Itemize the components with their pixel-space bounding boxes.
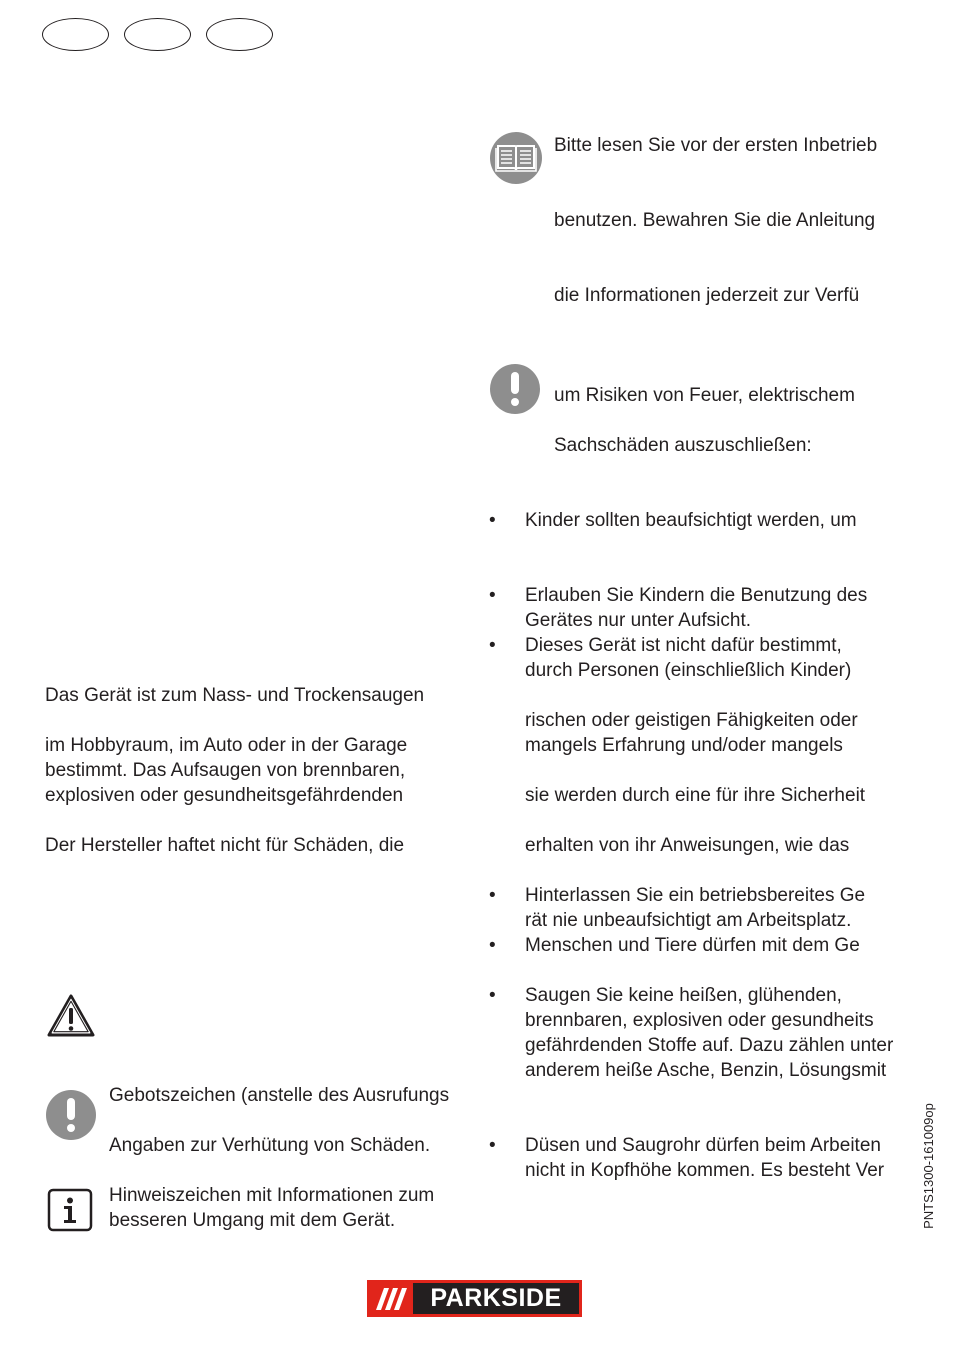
logo-stripes xyxy=(367,1280,413,1317)
mandatory-sign-line-1: Gebotszeichen (anstelle des Ausrufungs xyxy=(109,1085,450,1106)
continuation-line-2: mangels Erfahrung und/oder mangels xyxy=(525,735,843,756)
bullet-2-line-1: Erlauben Sie Kindern die Benutzung des xyxy=(525,585,868,606)
bullet-4-line-2: rät nie unbeaufsichtigt am Arbeitsplatz. xyxy=(525,910,852,931)
read-manual-book-icon xyxy=(490,132,542,184)
mandatory-exclamation-icon xyxy=(490,364,540,414)
bullet-7-line-2: nicht in Kopfhöhe kommen. Es besteht Ver xyxy=(525,1160,885,1181)
brand-name: PARKSIDE xyxy=(413,1283,579,1314)
bullet-6-line-1: Saugen Sie keine heißen, glühenden, xyxy=(525,985,842,1006)
info-icon xyxy=(47,1188,93,1232)
bullet-marker: • xyxy=(489,585,496,606)
language-oval-2 xyxy=(124,18,191,51)
bullet-marker: • xyxy=(489,1135,496,1156)
bullet-5-line-1: Menschen und Tiere dürfen mit dem Ge xyxy=(525,935,860,956)
language-oval-3 xyxy=(206,18,273,51)
bullet-7-line-1: Düsen und Saugrohr dürfen beim Arbeiten xyxy=(525,1135,881,1156)
warning-triangle-icon xyxy=(46,993,96,1039)
intended-use-line-4: explosiven oder gesundheitsgefährdenden xyxy=(45,785,404,806)
bullet-3-line-2: durch Personen (einschließlich Kinder) xyxy=(525,660,852,681)
bullet-marker: • xyxy=(489,510,496,531)
parkside-logo xyxy=(367,1280,582,1317)
intended-use-line-1: Das Gerät ist zum Nass- und Trockensaugen xyxy=(45,685,425,706)
document-code-text: PNTS1300-161009op xyxy=(921,1103,936,1229)
continuation-line-4: erhalten von ihr Anweisungen, wie das xyxy=(525,835,850,856)
bullet-6-line-4: anderem heiße Asche, Benzin, Lösungsmit xyxy=(525,1060,887,1081)
risk-intro-line-2: Sachschäden auszuschließen: xyxy=(554,435,812,456)
bullet-2-line-2: Gerätes nur unter Aufsicht. xyxy=(525,610,752,631)
info-sign-line-2: besseren Umgang mit dem Gerät. xyxy=(109,1210,396,1231)
bullet-3-line-1: Dieses Gerät ist nicht dafür bestimmt, xyxy=(525,635,842,656)
continuation-line-1: rischen oder geistigen Fähigkeiten oder xyxy=(525,710,858,731)
intended-use-line-3: bestimmt. Das Aufsaugen von brennbaren, xyxy=(45,760,406,781)
bullet-4-line-1: Hinterlassen Sie ein betriebsbereites Ge xyxy=(525,885,866,906)
bullet-marker: • xyxy=(489,985,496,1006)
bullet-marker: • xyxy=(489,885,496,906)
mandatory-sign-line-2: Angaben zur Verhütung von Schäden. xyxy=(109,1135,431,1156)
continuation-line-3: sie werden durch eine für ihre Sicherheit xyxy=(525,785,866,806)
document-code xyxy=(920,1098,938,1234)
bullet-marker: • xyxy=(489,935,496,956)
read-manual-line-2: benutzen. Bewahren Sie die Anleitung xyxy=(554,210,876,231)
mandatory-sign-exclamation-icon xyxy=(46,1090,96,1140)
bullet-marker: • xyxy=(489,635,496,656)
read-manual-line-1: Bitte lesen Sie vor der ersten Inbetrieb xyxy=(554,135,878,156)
intended-use-line-5: Der Hersteller haftet nicht für Schäden, die xyxy=(45,835,405,856)
intended-use-line-2: im Hobbyraum, im Auto oder in der Garage xyxy=(45,735,408,756)
risk-intro-line-1: um Risiken von Feuer, elektrischem xyxy=(554,385,855,406)
bullet-1-line-1: Kinder sollten beaufsichtigt werden, um xyxy=(525,510,857,531)
info-sign-line-1: Hinweiszeichen mit Informationen zum xyxy=(109,1185,435,1206)
read-manual-line-3: die Informationen jederzeit zur Verfü xyxy=(554,285,860,306)
bullet-6-line-2: brennbaren, explosiven oder gesundheits xyxy=(525,1010,874,1031)
language-oval-1 xyxy=(42,18,109,51)
bullet-6-line-3: gefährdenden Stoffe auf. Dazu zählen unter xyxy=(525,1035,894,1056)
